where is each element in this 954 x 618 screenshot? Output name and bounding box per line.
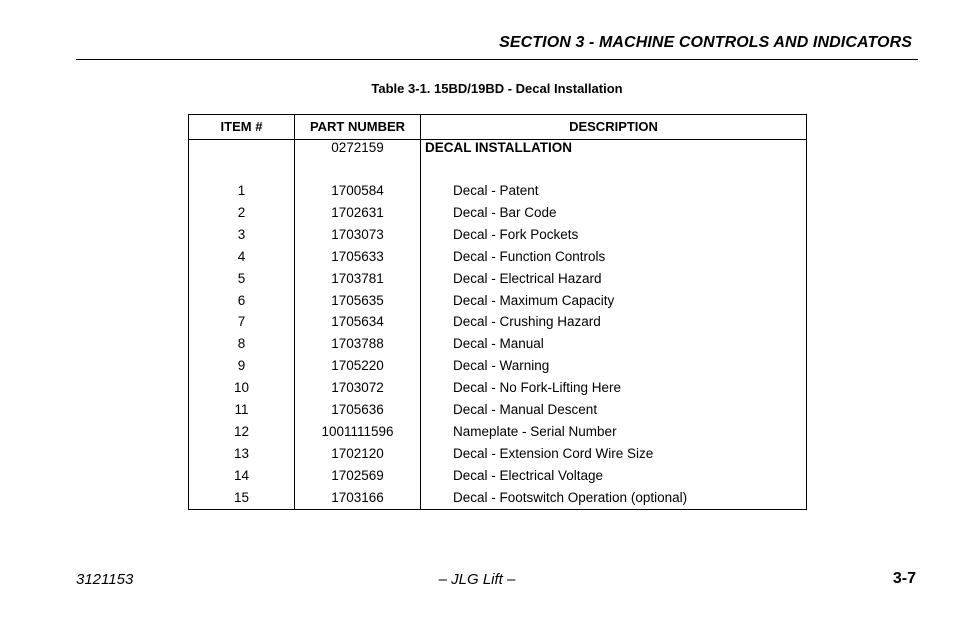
part-number: 1705220	[331, 358, 384, 373]
description: Decal - Patent	[453, 183, 539, 198]
description: Decal - Extension Cord Wire Size	[453, 446, 654, 461]
assembly-description: DECAL INSTALLATION	[425, 140, 572, 155]
item-number: 3	[237, 227, 246, 242]
header-rule	[76, 59, 918, 60]
footer-page-number: 3-7	[892, 570, 916, 587]
item-number: 14	[233, 468, 250, 483]
description: Nameplate - Serial Number	[453, 424, 617, 439]
item-number: 15	[233, 490, 250, 505]
decal-table	[188, 114, 807, 510]
item-number: 6	[237, 293, 246, 308]
description: Decal - Maximum Capacity	[453, 293, 615, 308]
part-number: 1702120	[331, 446, 384, 461]
description: Decal - Manual Descent	[453, 402, 598, 417]
item-number: 2	[237, 205, 246, 220]
description: Decal - Warning	[453, 358, 550, 373]
column-divider	[420, 115, 421, 509]
item-number: 8	[237, 336, 246, 351]
part-number: 1703166	[331, 490, 384, 505]
item-number: 1	[237, 183, 246, 198]
part-number: 1702631	[331, 205, 384, 220]
part-number: 1705633	[331, 249, 384, 264]
description: Decal - Footswitch Operation (optional)	[453, 490, 688, 505]
part-number: 1703788	[331, 336, 384, 351]
description: Decal - Manual	[453, 336, 544, 351]
part-number: 1702569	[331, 468, 384, 483]
item-number: 11	[234, 402, 249, 417]
description: Decal - Crushing Hazard	[453, 314, 601, 329]
description: Decal - Fork Pockets	[453, 227, 579, 242]
table-caption: Table 3-1. 15BD/19BD - Decal Installation	[371, 81, 623, 96]
footer-brand: – JLG Lift –	[438, 571, 516, 588]
part-number: 1700584	[331, 183, 384, 198]
item-number: 13	[233, 446, 250, 461]
part-number: 1703781	[331, 271, 384, 286]
column-header-description: DESCRIPTION	[569, 119, 658, 134]
footer-doc-number: 3121153	[76, 571, 134, 588]
item-number: 4	[237, 249, 246, 264]
item-number: 5	[237, 271, 246, 286]
item-number: 7	[237, 314, 246, 329]
description: Decal - Function Controls	[453, 249, 606, 264]
item-number: 12	[233, 424, 250, 439]
part-number: 1703072	[331, 380, 384, 395]
part-number: 1703073	[331, 227, 384, 242]
description: Decal - No Fork-Lifting Here	[453, 380, 622, 395]
description: Decal - Electrical Voltage	[453, 468, 604, 483]
part-number: 1001111596	[321, 424, 394, 439]
description: Decal - Electrical Hazard	[453, 271, 602, 286]
item-number: 9	[237, 358, 246, 373]
description: Decal - Bar Code	[453, 205, 557, 220]
column-header-item: ITEM #	[220, 119, 263, 134]
part-number: 1705636	[331, 402, 384, 417]
part-number: 1705635	[331, 293, 384, 308]
column-header-part-number: PART NUMBER	[309, 119, 406, 134]
part-number: 1705634	[331, 314, 384, 329]
assembly-part-number: 0272159	[331, 140, 384, 155]
item-number: 10	[233, 380, 250, 395]
section-title: SECTION 3 - MACHINE CONTROLS AND INDICATORS	[499, 34, 912, 51]
